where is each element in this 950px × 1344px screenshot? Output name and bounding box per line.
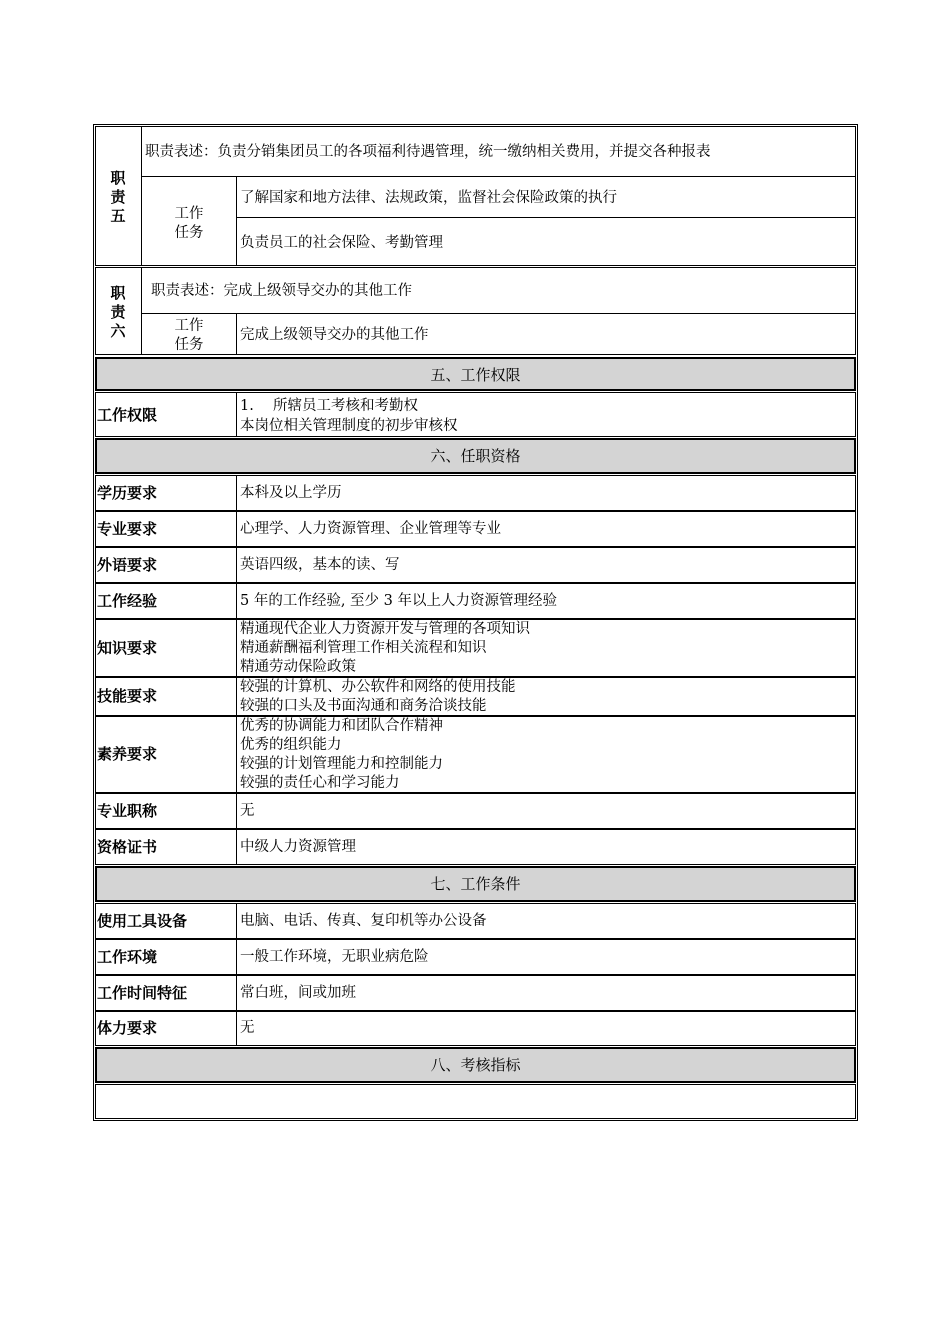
qualifications-label: 外语要求 xyxy=(97,555,158,574)
duty6-task-label: 工作 任务 xyxy=(174,318,204,353)
qualifications-row xyxy=(95,716,856,793)
qualifications-value-line: 较强的计划管理能力和控制能力 xyxy=(240,755,443,772)
duty5-label: 职 责 五 xyxy=(110,169,126,225)
qualifications-value-line: 较强的责任心和学习能力 xyxy=(240,774,400,791)
qualifications-value-line: 精通薪酬福利管理工作相关流程和知识 xyxy=(240,639,487,656)
authority-line-1: 1. 所辖员工考核和考勤权 xyxy=(240,398,418,414)
qualifications-row xyxy=(95,793,856,829)
qualifications-value-line: 英语四级，基本的读、写 xyxy=(240,556,400,573)
qualifications-value-line: 优秀的组织能力 xyxy=(240,736,342,753)
duty6-task-1: 完成上级领导交办的其他工作 xyxy=(240,327,429,343)
qualifications-label: 工作经验 xyxy=(97,591,158,610)
section-authority-header xyxy=(95,357,856,391)
section-assessment-title: 八、考核指标 xyxy=(430,1056,521,1074)
qualifications-label: 知识要求 xyxy=(97,638,158,657)
conditions-row xyxy=(95,975,856,1011)
authority-line-2: 本岗位相关管理制度的初步审核权 xyxy=(240,418,458,434)
qualifications-label: 学历要求 xyxy=(97,483,158,502)
qualifications-label: 素养要求 xyxy=(97,745,158,763)
conditions-row xyxy=(95,939,856,975)
duty5-task-2: 负责员工的社会保险、考勤管理 xyxy=(240,235,443,251)
duty5-task-1: 了解国家和地方法律、法规政策，监督社会保险政策的执行 xyxy=(240,190,617,206)
qualifications-row xyxy=(95,475,856,511)
qualifications-value-line: 较强的计算机、办公软件和网络的使用技能 xyxy=(240,678,516,695)
duty5-task-label: 工作 任务 xyxy=(174,206,204,241)
conditions-value-line: 电脑、电话、传真、复印机等办公设备 xyxy=(240,912,487,929)
section-assessment-header xyxy=(95,1047,856,1083)
authority-label: 工作权限 xyxy=(97,406,158,424)
qualifications-value-line: 本科及以上学历 xyxy=(240,484,342,501)
qualifications-label: 专业职称 xyxy=(97,801,158,820)
conditions-value-line: 一般工作环境，无职业病危险 xyxy=(240,948,429,965)
conditions-label: 使用工具设备 xyxy=(97,911,188,930)
qualifications-value-line: 心理学、人力资源管理、企业管理等专业 xyxy=(240,520,501,537)
qualifications-label: 资格证书 xyxy=(97,837,158,856)
qualifications-label: 专业要求 xyxy=(97,519,158,538)
section-qualification-title: 六、任职资格 xyxy=(430,447,521,465)
duty6-statement: 职责表述：完成上级领导交办的其他工作 xyxy=(151,283,412,299)
qualifications-row xyxy=(95,547,856,583)
qualifications-value-line: 5 年的工作经验, 至少 3 年以上人力资源管理经验 xyxy=(240,592,557,609)
conditions-label: 体力要求 xyxy=(97,1019,158,1037)
conditions-label: 工作环境 xyxy=(97,947,158,966)
qualifications-value-line: 精通现代企业人力资源开发与管理的各项知识 xyxy=(240,620,530,637)
section-authority-title: 五、工作权限 xyxy=(430,366,521,384)
qualifications-value-line: 精通劳动保险政策 xyxy=(240,658,356,675)
duty5-statement: 职责表述：负责分销集团员工的各项福利待遇管理，统一缴纳相关费用，并提交各种报表 xyxy=(145,144,711,160)
qualifications-value-line: 无 xyxy=(240,802,255,819)
conditions-value-line: 无 xyxy=(240,1020,255,1036)
authority-row xyxy=(95,392,856,437)
qualifications-value-line: 较强的口头及书面沟通和商务洽谈技能 xyxy=(240,697,487,714)
qualifications-value-line: 优秀的协调能力和团队合作精神 xyxy=(240,717,443,734)
qualifications-value-line: 中级人力资源管理 xyxy=(240,838,356,855)
assessment-content-cell xyxy=(95,1084,856,1119)
duty6-label: 职 责 六 xyxy=(110,284,126,340)
section-conditions-header xyxy=(95,866,856,902)
section-conditions-title: 七、工作条件 xyxy=(430,875,521,893)
conditions-row xyxy=(95,1011,856,1046)
conditions-value-line: 常白班，间或加班 xyxy=(240,984,356,1001)
qualifications-row xyxy=(95,829,856,865)
qualifications-label: 技能要求 xyxy=(97,687,158,705)
section-qualification-header xyxy=(95,438,856,474)
conditions-label: 工作时间特征 xyxy=(97,983,188,1002)
